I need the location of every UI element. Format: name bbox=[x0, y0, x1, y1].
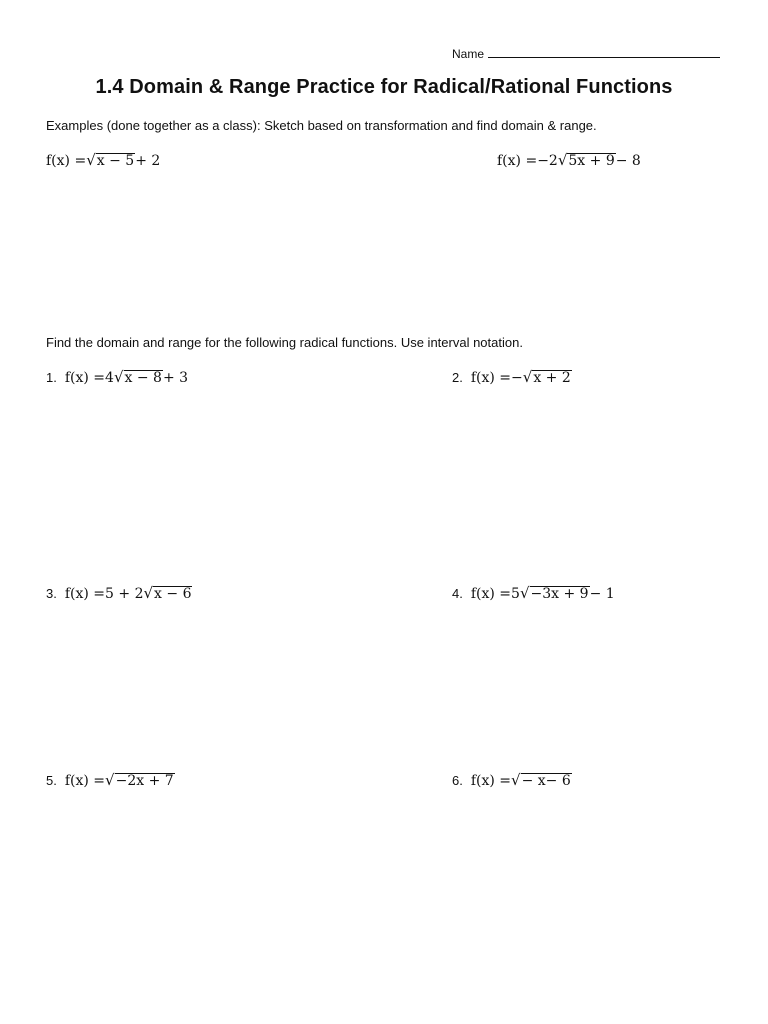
name-field-line bbox=[452, 45, 720, 61]
problem-6-radical bbox=[511, 771, 572, 789]
problem-1 bbox=[46, 368, 188, 386]
sqrt-symbol-icon: √ bbox=[143, 584, 154, 602]
problem-3-radicand: x − 6 bbox=[154, 586, 192, 602]
example-1-radical bbox=[86, 151, 135, 169]
sqrt-symbol-icon: √ bbox=[557, 151, 568, 169]
sqrt-symbol-icon: √ bbox=[105, 771, 115, 789]
problem-6-lhs: f(x) = bbox=[470, 773, 512, 789]
example-2-equation bbox=[497, 151, 641, 169]
problem-6 bbox=[452, 771, 572, 789]
example-1-lhs: f(x) = bbox=[46, 153, 87, 169]
name-label: Name bbox=[452, 47, 485, 61]
name-blank bbox=[488, 45, 720, 58]
problem-2-radical bbox=[523, 368, 572, 386]
problem-1-coef: 4 bbox=[105, 370, 114, 386]
problem-4-number: 4. bbox=[452, 586, 463, 601]
problem-3-coef: 5 + 2 bbox=[105, 586, 144, 602]
example-2-coef: −2 bbox=[537, 153, 558, 169]
problem-1-rest: + 3 bbox=[162, 370, 189, 386]
sqrt-symbol-icon: √ bbox=[86, 151, 96, 169]
sqrt-symbol-icon: √ bbox=[113, 368, 124, 386]
problem-4-rest: − 1 bbox=[589, 586, 615, 602]
problem-3-radical bbox=[143, 584, 192, 602]
problem-4-coef: 5 bbox=[511, 586, 520, 602]
examples-instruction: Examples (done together as a class): Sketch based on transformation and find domain & range. bbox=[46, 118, 597, 133]
problem-5-radicand: −2x + 7 bbox=[115, 773, 174, 789]
example-1-rest: + 2 bbox=[135, 153, 161, 169]
problem-1-radical bbox=[114, 368, 163, 386]
problem-1-radicand: x − 8 bbox=[124, 370, 162, 386]
problem-3 bbox=[46, 584, 192, 602]
example-2-radicand: 5x + 9 bbox=[568, 153, 615, 169]
problem-6-radicand: − x− 6 bbox=[521, 773, 571, 789]
problem-5-radical bbox=[105, 771, 175, 789]
example-2-radical bbox=[558, 151, 616, 169]
example-1-radicand: x − 5 bbox=[96, 153, 135, 169]
sqrt-symbol-icon: √ bbox=[511, 771, 521, 789]
problem-2-lhs: f(x) = bbox=[470, 370, 512, 386]
page-title: 1.4 Domain & Range Practice for Radical/Rational Functions bbox=[95, 76, 673, 98]
problem-6-number: 6. bbox=[452, 773, 463, 788]
problem-4-radical bbox=[520, 584, 590, 602]
problem-4 bbox=[452, 584, 615, 602]
example-2-rest: − 8 bbox=[615, 153, 641, 169]
problem-2-number: 2. bbox=[452, 370, 463, 385]
example-1-equation bbox=[46, 151, 160, 169]
problem-3-number: 3. bbox=[46, 586, 57, 601]
practice-instruction: Find the domain and range for the following radical functions. Use interval notation. bbox=[46, 335, 523, 350]
problem-3-lhs: f(x) = bbox=[64, 586, 106, 602]
problem-2 bbox=[452, 368, 572, 386]
problem-5-number: 5. bbox=[46, 773, 57, 788]
problem-2-coef: − bbox=[511, 370, 523, 386]
sqrt-symbol-icon: √ bbox=[522, 368, 533, 386]
problem-5 bbox=[46, 771, 175, 789]
problem-1-number: 1. bbox=[46, 370, 57, 385]
problem-2-radicand: x + 2 bbox=[533, 370, 571, 386]
problem-1-lhs: f(x) = bbox=[64, 370, 106, 386]
sqrt-symbol-icon: √ bbox=[519, 584, 530, 602]
problem-5-lhs: f(x) = bbox=[64, 773, 106, 789]
problem-4-lhs: f(x) = bbox=[470, 586, 512, 602]
example-2-lhs: f(x) = bbox=[497, 153, 538, 169]
problem-4-radicand: −3x + 9 bbox=[530, 586, 589, 602]
